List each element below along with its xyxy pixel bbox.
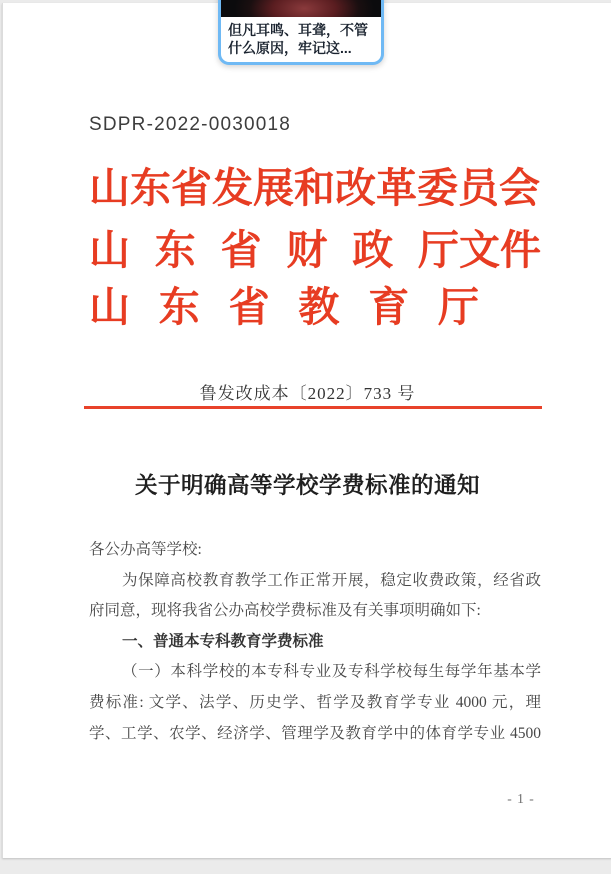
red-divider-rule (84, 406, 542, 409)
ad-popup-text (221, 17, 381, 62)
red-header-char: 东 (158, 284, 200, 330)
body-line: 府同意，现将我省公办高校学费标准及有关事项明确如下: (89, 602, 481, 620)
red-header-char: 东 (154, 227, 196, 273)
body-line: （一）本科学校的本专科专业及专科学校每生每学年基本学 (122, 663, 541, 681)
red-header (89, 167, 541, 343)
red-header-line3 (89, 286, 541, 329)
body-line: 费标准: 文学、法学、历史学、哲学及教育学专业 4000 元，理 (89, 693, 541, 711)
doc-title: 关于明确高等学校学费标准的通知 (134, 473, 480, 498)
red-header-line1: 山东省发展和改革委员会 (89, 165, 540, 211)
doc-body (89, 535, 541, 749)
page-number: - 1 - (507, 791, 535, 806)
red-header-char: 省 (228, 284, 270, 330)
red-header-char: 厅 (437, 284, 479, 330)
red-header-char: 山 (89, 284, 130, 330)
body-line: 为保障高校教育教学工作正常开展，稳定收费政策，经省政 (122, 571, 541, 589)
body-line-salutation: 各公办高等学校: (89, 541, 202, 558)
ad-popup-card[interactable] (218, 0, 384, 65)
red-header-char: 教 (298, 284, 340, 330)
ad-popup-text-line: 但凡耳鸣、耳聋，不管 (228, 22, 368, 38)
red-header-char: 省 (220, 227, 262, 273)
body-line: 学、工学、农学、经济学、管理学及教育学中的体育学专业 4500 (89, 724, 541, 742)
ad-popup-text-line: 什么原因，牢记这... (228, 40, 352, 56)
red-header-char: 厅 (417, 227, 459, 273)
red-header-line2-suffix: 文件 (459, 227, 541, 273)
body-line-section-heading: 一、普通本专科教育学费标准 (122, 632, 324, 650)
red-header-char: 山 (89, 227, 130, 273)
ear-photo-thumbnail (221, 0, 381, 17)
red-header-line3-spread (89, 286, 479, 329)
doc-code: SDPR-2022-0030018 (89, 114, 292, 135)
doc-number: 鲁发改成本〔2022〕733 号 (199, 384, 416, 403)
red-header-char: 育 (368, 284, 410, 330)
red-header-line2 (89, 229, 541, 272)
document-page (2, 3, 611, 858)
red-header-char: 政 (352, 227, 394, 273)
red-header-char: 财 (286, 227, 328, 273)
red-header-line2-spread (89, 229, 459, 272)
